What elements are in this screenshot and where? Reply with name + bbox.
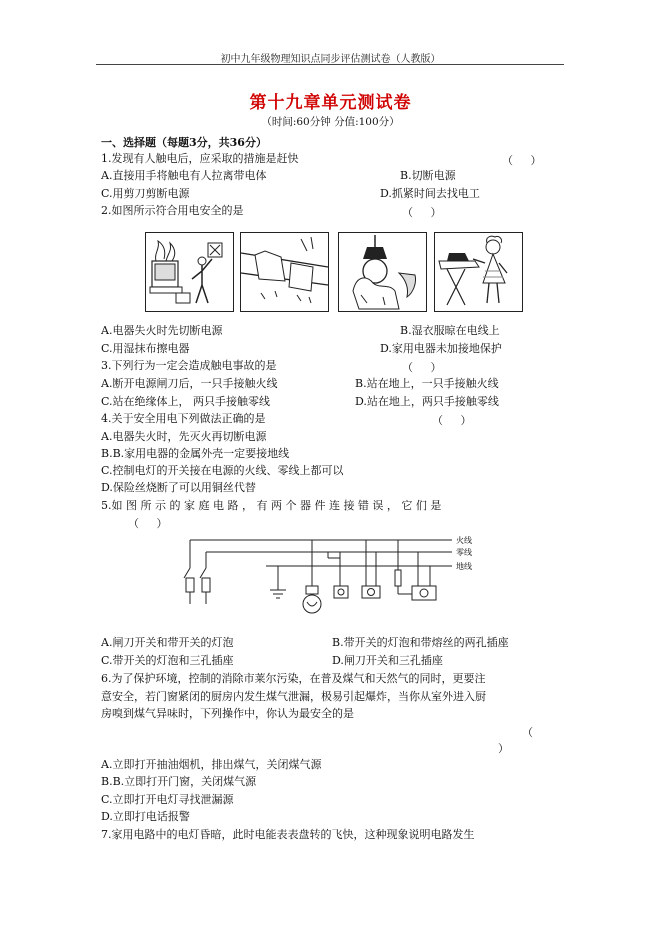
q6-stem-line3: 房嗅到煤气异味时，下列操作中，你认为最安全的是 bbox=[101, 707, 354, 720]
q6-answer-blank-close: ） bbox=[498, 742, 509, 755]
q4-option-a: A.电器失火时，先灭火再切断电源 bbox=[101, 430, 267, 443]
q1-option-c: C.用剪刀剪断电源 bbox=[101, 187, 190, 200]
picture-ungrounded-appliance bbox=[434, 232, 523, 312]
header-rule bbox=[96, 64, 564, 65]
q2-option-b: B.湿衣服晾在电线上 bbox=[400, 324, 500, 337]
q6-option-a: A.立即打开抽油烟机，排出煤气，关闭煤气源 bbox=[101, 758, 322, 771]
wire-label-ground: 地线 bbox=[456, 562, 472, 571]
q3-option-b: B.站在地上，一只手接触火线 bbox=[355, 377, 499, 390]
running-header: 初中九年级物理知识点同步评估测试卷（人教版） bbox=[220, 54, 441, 65]
q2-option-d: D.家用电器未加接地保护 bbox=[380, 342, 502, 355]
q3-option-a: A.断开电源闸刀后，一只手接触火线 bbox=[101, 377, 278, 390]
q6-option-d: D.立即打电话报警 bbox=[101, 810, 190, 823]
q3-option-c: C.站在绝缘体上， 两只手接触零线 bbox=[101, 395, 271, 408]
page-subtitle: （时间:60分钟 分值:100分） bbox=[261, 116, 400, 128]
q5-answer-blank: （ ） bbox=[128, 517, 168, 530]
q5-option-b: B.带开关的灯泡和带熔丝的两孔插座 bbox=[332, 636, 509, 649]
q1-option-a: A.直接用手将触电有人拉离带电体 bbox=[101, 169, 267, 182]
q6-option-b: B.B.立即打开门窗，关闭煤气源 bbox=[101, 775, 257, 788]
q6-option-c: C.立即打开电灯寻找泄漏源 bbox=[101, 793, 234, 806]
section-heading: 一、选择题（每题3分，共36分） bbox=[101, 136, 267, 149]
wire-label-live: 火线 bbox=[456, 536, 472, 545]
q3-answer-blank: （ ） bbox=[402, 361, 442, 374]
q6-answer-blank-open: （ bbox=[522, 726, 533, 739]
q1-stem: 1.发现有人触电后，应采取的措施是赶快 bbox=[101, 152, 299, 165]
q5-option-d: D.闸刀开关和三孔插座 bbox=[332, 654, 443, 667]
picture-wet-clothes-on-wire bbox=[240, 232, 329, 312]
picture-wet-cloth-wipe bbox=[338, 232, 427, 312]
q2-option-a: A.电器失火时先切断电源 bbox=[101, 324, 223, 337]
q5-stem: 5.如 图 所 示 的 家 庭 电 路 ， 有 两 个 器 件 连 接 错 误 ， 它 们 是 bbox=[101, 499, 442, 512]
q1-option-d: D.抓紧时间去找电工 bbox=[380, 187, 480, 200]
q3-option-d: D.站在地上，两只手接触零线 bbox=[355, 395, 499, 408]
q1-answer-blank: （ ） bbox=[502, 154, 542, 167]
q4-option-b: B.B.家用电器的金属外壳一定要接地线 bbox=[101, 447, 290, 460]
q2-option-c: C.用湿抹布擦电器 bbox=[101, 342, 190, 355]
q4-option-d: D.保险丝烧断了可以用铜丝代替 bbox=[101, 481, 256, 494]
q2-stem: 2.如图所示符合用电安全的是 bbox=[101, 204, 244, 217]
picture-fire-appliance bbox=[145, 232, 234, 312]
q6-stem-line1: 6.为了保护环境，控制的消除市莱尔污染，在普及煤气和天然气的同时，更要注 bbox=[101, 672, 486, 685]
q7-stem: 7.家用电路中的电灯昏暗，此时电能表表盘转的飞快，这种现象说明电路发生 bbox=[101, 828, 475, 841]
wire-label-neutral: 零线 bbox=[456, 548, 472, 557]
q3-stem: 3.下列行为一定会造成触电事故的是 bbox=[101, 359, 277, 372]
q5-option-c: C.带开关的灯泡和三孔插座 bbox=[101, 654, 234, 667]
q6-stem-line2: 意安全，若门窗紧闭的厨房内发生煤气泄漏，极易引起爆炸，当你从室外进入厨 bbox=[101, 690, 486, 703]
page-title: 第十九章单元测试卷 bbox=[249, 93, 412, 113]
q2-answer-blank: （ ） bbox=[402, 206, 442, 219]
q1-option-b: B.切断电源 bbox=[400, 169, 456, 182]
q4-stem: 4.关于安全用电下列做法正确的是 bbox=[101, 412, 266, 425]
q5-option-a: A.闸刀开关和带开关的灯泡 bbox=[101, 636, 234, 649]
q4-option-c: C.控制电灯的开关接在电源的火线、零线上都可以 bbox=[101, 464, 344, 477]
household-circuit-diagram bbox=[180, 528, 480, 630]
q4-answer-blank: （ ） bbox=[432, 414, 472, 427]
